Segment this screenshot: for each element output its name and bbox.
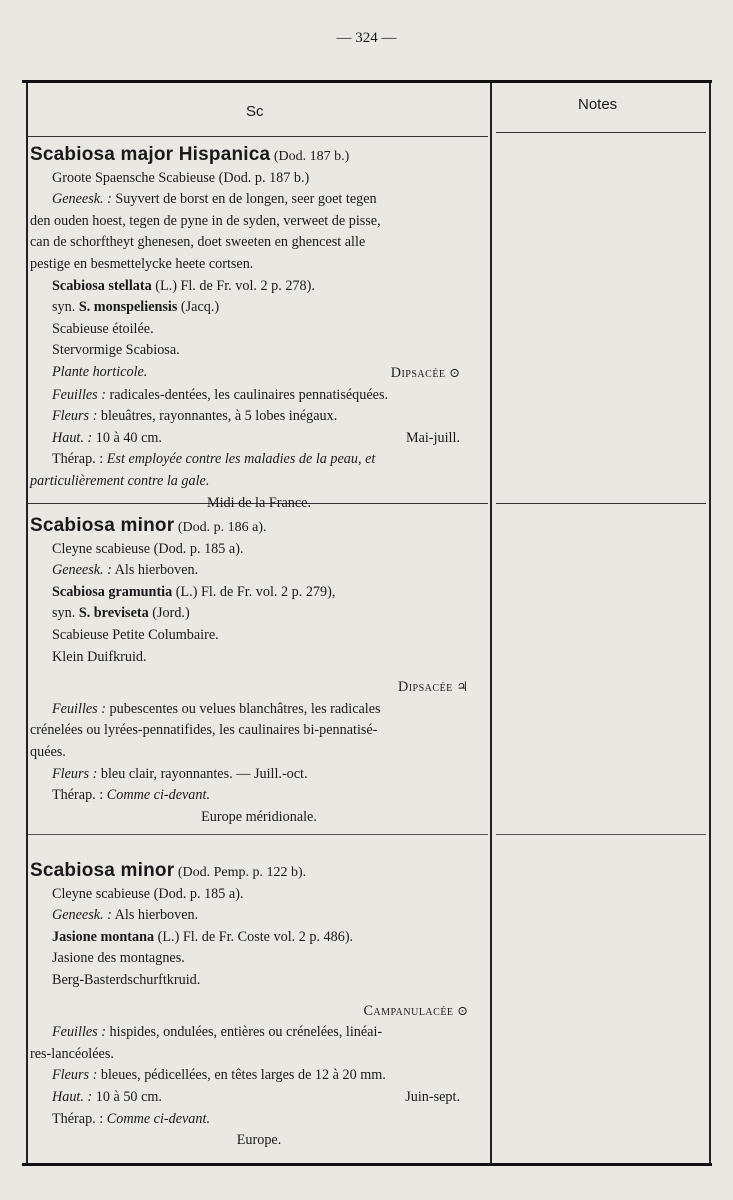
therap-text: Comme ci-devant.	[106, 1110, 210, 1127]
syn-prefix: syn.	[52, 605, 76, 622]
feuilles-label: Feuilles :	[52, 1024, 106, 1041]
fleurs-label: Fleurs :	[52, 408, 98, 425]
header-notes: Notes	[578, 96, 618, 113]
flowering-period: Juin-sept.	[405, 1088, 460, 1105]
right-border	[709, 83, 711, 1163]
feuilles-text: pubescentes ou velues blanchâtres, les radicales	[109, 700, 381, 717]
french-name: Jasione des montagnes.	[52, 950, 185, 967]
haut-label: Haut. :	[52, 429, 93, 446]
therap-text: particulièrement contre la gale.	[30, 472, 210, 489]
divider-2-left	[28, 834, 488, 835]
species-name: Scabiosa gramuntia	[52, 583, 173, 600]
left-border	[26, 83, 28, 1163]
entry-title: Scabiosa major Hispanica	[30, 144, 271, 165]
perennial-symbol-icon: ♃	[456, 679, 468, 695]
feuilles-text: radicales-dentées, les caulinaires pennatiséquées.	[109, 386, 389, 403]
haut-text: 10 à 50 cm.	[95, 1088, 162, 1105]
divider-1-right	[496, 503, 706, 504]
dutch-name-2: Stervormige Scabiosa.	[52, 342, 180, 359]
french-name: Scabieuse étoilée.	[52, 320, 154, 337]
entry-title: Scabiosa minor	[30, 860, 175, 881]
header-rule-right	[496, 132, 706, 133]
geneesk-text: den ouden hoest, tegen de pyne in de syden, verweet de pisse,	[30, 212, 381, 229]
plante-label: Plante horticole.	[52, 363, 148, 380]
header-rule-left	[28, 136, 488, 137]
family-name: Dipsacée	[390, 364, 446, 381]
feuilles-label: Feuilles :	[52, 386, 106, 403]
therap-text: Comme ci-devant.	[106, 787, 210, 804]
entry-title-ref: (Dod. 187 b.)	[273, 149, 350, 164]
therap-label: Thérap. :	[52, 787, 104, 804]
geneesk-text: Als hierboven.	[114, 907, 199, 924]
feuilles-text: crénelées ou lyrées-pennatifides, les caulinaires bi-pennatisé-	[30, 722, 378, 739]
divider-2-right	[496, 834, 706, 835]
geneesk-text: Als hierboven.	[114, 562, 199, 579]
region: Midi de la France.	[206, 494, 311, 511]
fleurs-text: bleues, pédicellées, en têtes larges de 12 à 20 mm.	[100, 1067, 386, 1084]
bottom-rule	[22, 1163, 712, 1166]
french-name: Scabieuse Petite Columbaire.	[52, 626, 219, 643]
header-sc: Sc	[246, 103, 264, 120]
region: Europe.	[236, 1132, 282, 1149]
family-name: Dipsacée	[397, 679, 453, 696]
feuilles-text: quées.	[30, 743, 66, 760]
syn-name: S. breviseta	[78, 605, 149, 622]
therap-label: Thérap. :	[52, 1110, 104, 1127]
fleurs-label: Fleurs :	[52, 765, 98, 782]
geneesk-label: Geneesk. :	[52, 562, 112, 579]
geneesk-text: Suyvert de borst en de longen, seer goet tegen	[115, 191, 377, 208]
annual-symbol-icon: ⊙	[449, 364, 460, 380]
therap-text: Est employée contre les maladies de la peau, et	[106, 451, 376, 468]
species-ref: (L.) Fl. de Fr. vol. 2 p. 279),	[175, 583, 336, 600]
haut-label: Haut. :	[52, 1088, 93, 1105]
entry-scabiosa-minor-2	[30, 860, 488, 1152]
syn-ref: (Jacq.)	[180, 299, 220, 316]
entry-title: Scabiosa minor	[30, 515, 175, 536]
page-number: — 324 —	[336, 30, 397, 46]
geneesk-label: Geneesk. :	[52, 907, 112, 924]
feuilles-text: hispides, ondulées, entières ou crénelées, linéai-	[109, 1024, 383, 1041]
entry-scabiosa-major	[30, 144, 488, 514]
feuilles-text: res-lancéolées.	[30, 1045, 114, 1062]
species-ref: (L.) Fl. de Fr. vol. 2 p. 278).	[155, 277, 315, 294]
entry-title-ref: (Dod. Pemp. p. 122 b).	[177, 865, 307, 880]
geneesk-label: Geneesk. :	[52, 191, 112, 208]
haut-text: 10 à 40 cm.	[95, 429, 162, 446]
dutch-name-2: Berg-Basterdschurftkruid.	[52, 971, 201, 988]
geneesk-text: can de schorftheyt ghenesen, doet sweeten en ghencest alle	[30, 234, 366, 251]
syn-prefix: syn.	[52, 299, 76, 316]
geneesk-text: pestige en besmettelycke heete cortsen.	[30, 255, 254, 272]
species-name: Jasione montana	[52, 928, 155, 945]
flowering-period: Mai-juill.	[406, 429, 460, 446]
feuilles-label: Feuilles :	[52, 700, 106, 717]
top-rule	[22, 80, 712, 83]
column-divider	[490, 83, 492, 1163]
species-name: Scabiosa stellata	[52, 277, 152, 294]
region: Europe méridionale.	[201, 808, 317, 825]
fleurs-text: bleuâtres, rayonnantes, à 5 lobes inégaux.	[100, 408, 338, 425]
dutch-name: Cleyne scabieuse (Dod. p. 185 a).	[52, 540, 244, 557]
fleurs-label: Fleurs :	[52, 1067, 98, 1084]
annual-symbol-icon: ⊙	[457, 1002, 468, 1018]
family-name: Campanulacée	[363, 1002, 454, 1019]
entry-title-ref: (Dod. p. 186 a).	[177, 520, 267, 535]
syn-name: S. monspeliensis	[78, 299, 178, 316]
dutch-name: Groote Spaensche Scabieuse (Dod. p. 187 b.)	[52, 169, 310, 186]
dutch-name: Cleyne scabieuse (Dod. p. 185 a).	[52, 885, 244, 902]
therap-label: Thérap. :	[52, 451, 104, 468]
species-ref: (L.) Fl. de Fr. Coste vol. 2 p. 486).	[157, 928, 354, 945]
fleurs-text: bleu clair, rayonnantes. — Juill.-oct.	[100, 765, 308, 782]
dutch-name-2: Klein Duifkruid.	[52, 648, 147, 665]
syn-ref: (Jord.)	[152, 605, 190, 622]
entry-scabiosa-minor-1	[30, 515, 488, 828]
